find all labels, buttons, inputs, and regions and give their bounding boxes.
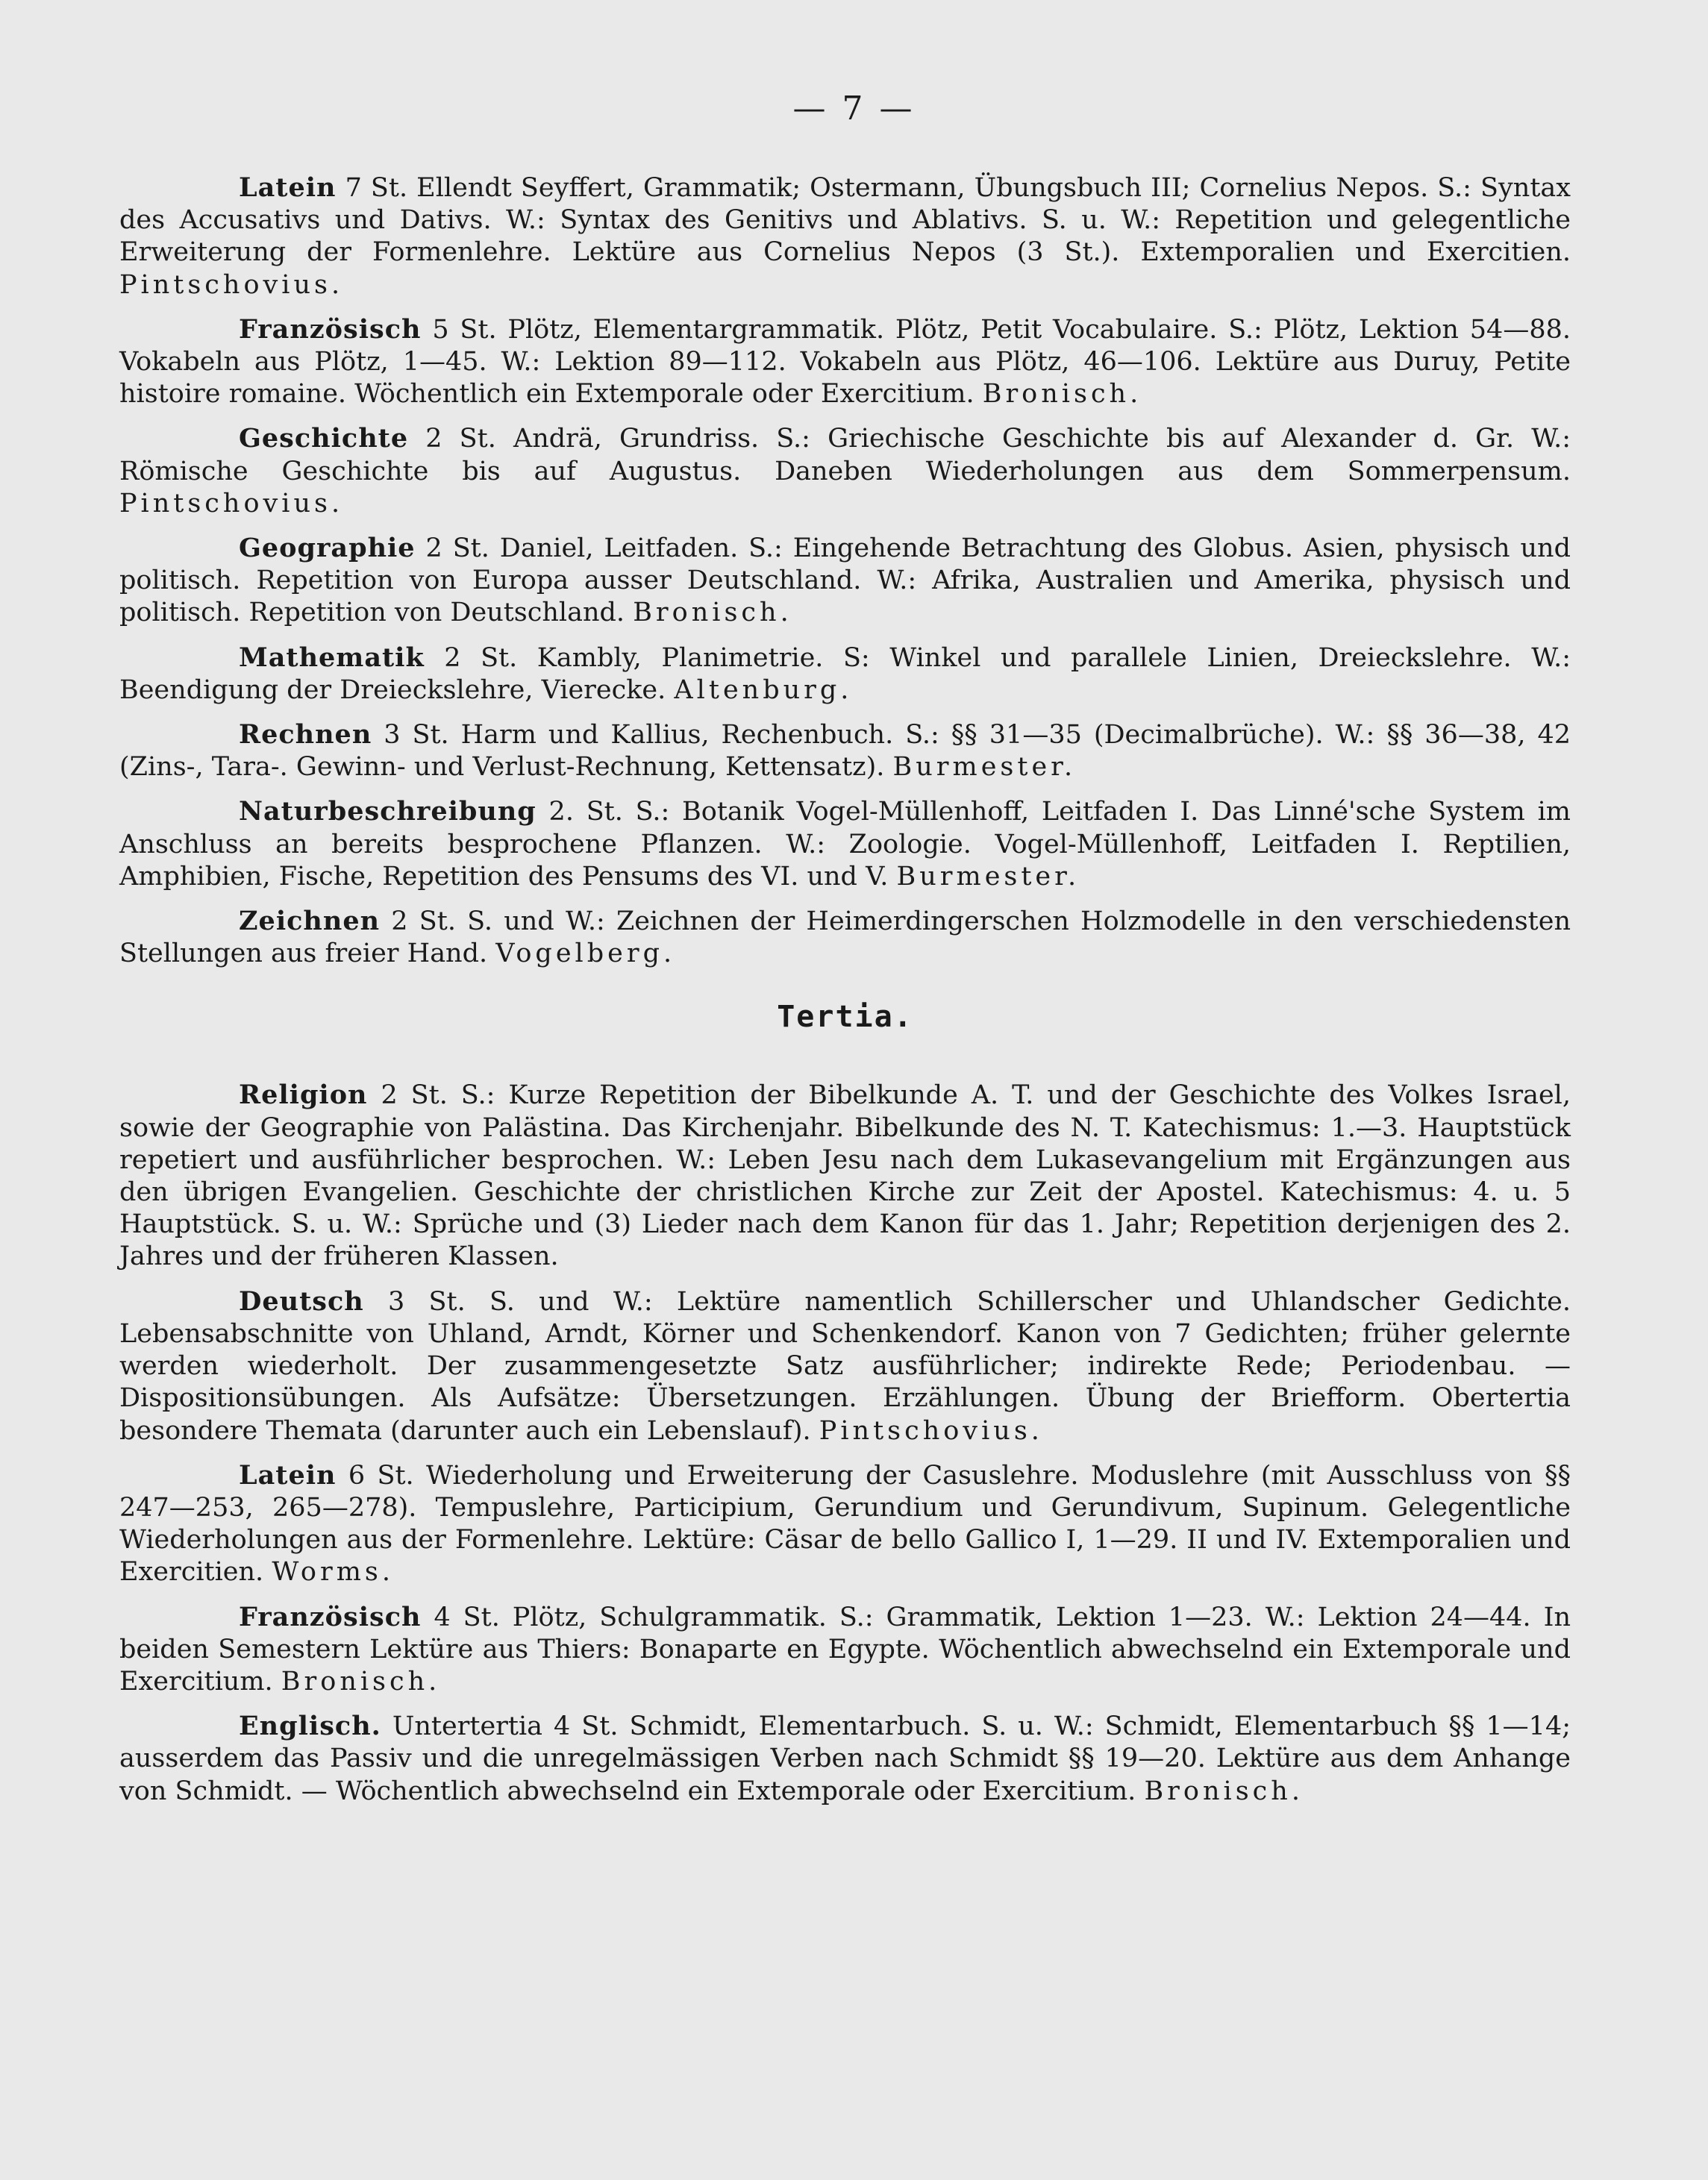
entry-latein-tertia — [119, 1459, 1571, 1589]
entry-text: 5 St. Plötz, Elementargrammatik. Plötz, Petit Vocabulaire. S.: Plötz, Lektion 54—88. Vokabeln aus Plötz, 1—45. W.: Lektion 89—112. Vokabeln aus Plötz, 46—106. Lektüre aus Duruy, Petite histoire romaine. Wöchentlich ein Extemporale oder Exercitium. — [119, 314, 1571, 410]
teacher-name: Bronisch. — [1144, 1776, 1304, 1806]
subject-name: Französisch — [239, 1601, 422, 1632]
subject-name: Latein — [239, 172, 337, 203]
entry-deutsch — [119, 1285, 1571, 1447]
subject-name: Französisch — [239, 313, 422, 345]
subject-name: Rechnen — [239, 719, 372, 751]
subject-name: Geschichte — [239, 423, 409, 454]
entry-text: 2 St. Kambly, Planimetrie. S: Winkel und parallele Linien, Dreieckslehre. W.: Beendigung der Dreieckslehre, Vierecke. — [119, 642, 1571, 705]
entry-text: 3 St. Harm und Kallius, Rechenbuch. S.: §§ 31—35 (Decimalbrüche). W.: §§ 36—38, 42 (Zins-, Tara-. Gewinn- und Verlust-Rechnung, Kettensatz). — [119, 720, 1571, 783]
entry-text: 7 St. Ellendt Seyffert, Grammatik; Ostermann, Übungsbuch III; Cornelius Nepos. S.: Syntax des Accusativs und Dativs. W.: Syntax des Genitivs und Ablativs. S. u. W.: Repetition und gelegentliche Erweiterung der Formenlehre. Lektüre aus Cornelius Nepos (3 St.). Extemporalien und Exercitien. — [119, 173, 1571, 268]
teacher-name: Vogelberg. — [495, 939, 676, 969]
section-heading-tertia: Tertia. — [777, 1000, 913, 1035]
subject-name: Latein — [239, 1459, 337, 1491]
entry-text: 2 St. S. und W.: Zeichnen der Heimerdingerschen Holzmodelle in den verschiedensten Stellungen aus freier Hand. — [119, 906, 1571, 969]
entry-zeichnen — [119, 905, 1571, 970]
entry-franzoesisch — [119, 313, 1571, 411]
entry-englisch — [119, 1710, 1571, 1808]
teacher-name: Worms. — [272, 1557, 394, 1588]
entry-text: 3 St. S. und W.: Lektüre namentlich Schillerscher und Uhlandscher Gedichte. Lebensabschnitte von Uhland, Arndt, Körner und Schenkendorf. Kanon von 7 Gedichten; früher gelernte werden wiederholt. Der zusammengesetzte Satz ausführlicher; indirekte Rede; Periodenbau. — Dispositionsübungen. Als Aufsätze: Übersetzungen. Erzählungen. Übung der Briefform. Obertertia besondere Themata (darunter auch ein Lebenslauf). — [119, 1286, 1571, 1446]
entry-religion — [119, 1079, 1571, 1273]
entry-text: 2 St. Daniel, Leitfaden. S.: Eingehende Betrachtung des Globus. Asien, physisch und politisch. Repetition von Europa ausser Deutschland. W.: Afrika, Australien und Amerika, physisch und politisch. Repetition von Deutschland. — [119, 533, 1571, 628]
teacher-name: Bronisch. — [982, 379, 1142, 410]
entry-text: 4 St. Plötz, Schulgrammatik. S.: Grammatik, Lektion 1—23. W.: Lektion 24—44. In beiden Semestern Lektüre aus Thiers: Bonaparte en Egypte. Wöchentlich abwechselnd ein Extemporale und Exercitium. — [119, 1602, 1571, 1697]
teacher-name: Bronisch. — [633, 598, 792, 628]
entry-text: Untertertia 4 St. Schmidt, Elementarbuch. S. u. W.: Schmidt, Elementarbuch §§ 1—14; ausserdem das Passiv und die unregelmässigen Verben nach Schmidt §§ 19—20. Lektüre aus dem Anhange von Schmidt. — Wöchentlich abwechselnd ein Extemporale oder Exercitium. — [119, 1711, 1571, 1806]
teacher-name: Burmester. — [892, 752, 1077, 783]
subject-name: Geographie — [239, 533, 416, 564]
entry-naturbeschreibung — [119, 795, 1571, 893]
entry-rechnen — [119, 718, 1571, 783]
entry-text: 2. St. S.: Botanik Vogel-Müllenhoff, Leitfaden I. Das Linné'sche System im Anschluss an bereits besprochene Pflanzen. W.: Zoologie. Vogel-Müllenhoff, Leitfaden I. Reptilien, Amphibien, Fische, Repetition des Pensums des VI. und V. — [119, 797, 1571, 892]
entry-text: 2 St. S.: Kurze Repetition der Bibelkunde A. T. und der Geschichte des Volkes Israel, sowie der Geographie von Palästina. Das Kirchenjahr. Bibelkunde des N. T. Katechismus: 1.—3. Hauptstück repetiert und ausführlicher besprochen. W.: Leben Jesu nach dem Lukasevangelium mit Ergänzungen aus den übrigen Evangelien. Geschichte der christlichen Kirche zur Zeit der Apostel. Katechismus: 4. u. 5 Hauptstück. S. u. W.: Sprüche und (3) Lieder nach dem Kanon für das 1. Jahr; Repetition derjenigen des 2. Jahres und der früheren Klassen. — [119, 1080, 1571, 1272]
subject-name: Deutsch — [239, 1285, 364, 1317]
entry-geographie — [119, 532, 1571, 630]
entry-franzoesisch-tertia — [119, 1601, 1571, 1699]
subject-name: Englisch. — [239, 1711, 381, 1742]
page-body — [119, 172, 1571, 1820]
page-number: — 7 — — [792, 90, 916, 128]
subject-name: Religion — [239, 1080, 368, 1111]
subject-name: Zeichnen — [239, 906, 381, 937]
entry-mathematik — [119, 642, 1571, 707]
teacher-name: Bronisch. — [281, 1666, 441, 1697]
entry-text: 6 St. Wiederholung und Erweiterung der Casuslehre. Moduslehre (mit Ausschluss von §§ 247—253, 265—278). Tempuslehre, Participium, Gerundium und Gerundivum, Supinum. Gelegentliche Wiederholungen aus der Formenlehre. Lektüre: Cäsar de bello Gallico I, 1—29. II und IV. Extemporalien und Exercitien. — [119, 1460, 1571, 1588]
section-tertia — [119, 1079, 1571, 1807]
entry-geschichte — [119, 422, 1571, 520]
teacher-name: Pintschovius. — [119, 269, 344, 300]
section-upper — [119, 172, 1571, 970]
entry-text: 2 St. Andrä, Grundriss. S.: Griechische Geschichte bis auf Alexander d. Gr. W.: Römische Geschichte bis auf Augustus. Daneben Wiederholungen aus dem Sommerpensum. — [119, 424, 1571, 486]
teacher-name: Burmester. — [896, 861, 1080, 892]
teacher-name: Altenburg. — [674, 674, 853, 705]
subject-name: Mathematik — [239, 642, 425, 673]
entry-latein — [119, 172, 1571, 301]
teacher-name: Pintschovius. — [819, 1415, 1043, 1446]
subject-name: Naturbeschreibung — [239, 796, 537, 827]
teacher-name: Pintschovius. — [119, 488, 344, 519]
